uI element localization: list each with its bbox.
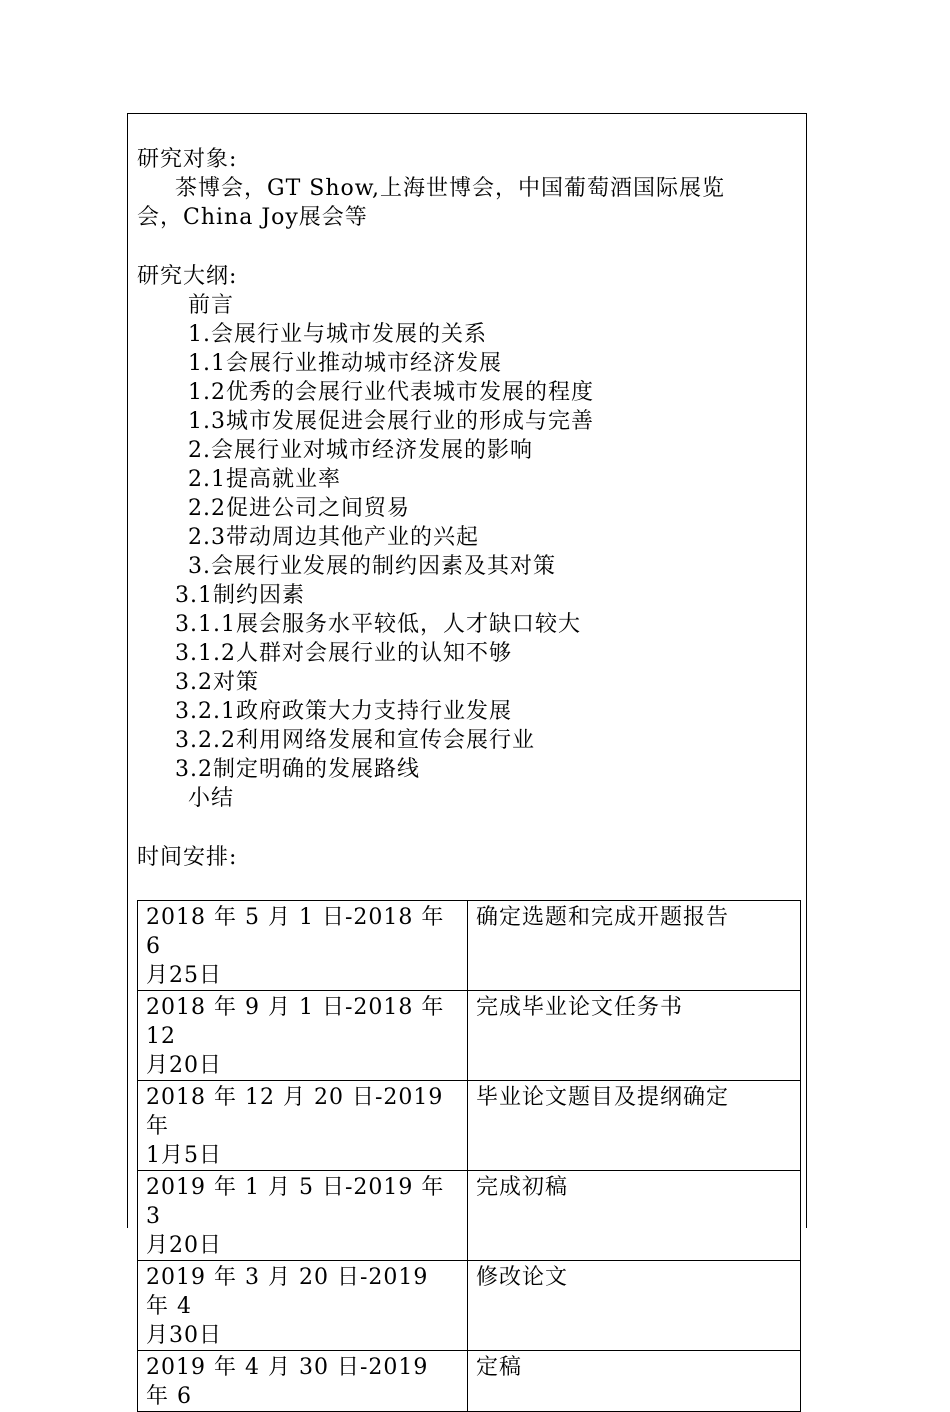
outline-item: 3.2.1政府政策大力支持行业发展 [175,699,512,724]
schedule-task-cell: 确定选题和完成开题报告 [468,901,801,991]
research-object-text-line2: 会，China Joy展会等 [137,205,368,230]
schedule-period-cell [138,901,468,991]
outline-item: 3.1制约因素 [175,583,305,608]
period-line2: 月20日 [146,1233,222,1258]
outline-item: 2.1提高就业率 [188,467,341,492]
period-line1: 2019 年 1 月 5 日-2019 年 3 [146,1175,445,1229]
outline-item: 3.1.2人群对会展行业的认知不够 [175,641,512,666]
table-row [138,991,801,1081]
period-line1: 2018 年 12 月 20 日-2019 年 [146,1085,444,1139]
period-line1: 2018 年 5 月 1 日-2018 年 6 [146,905,445,959]
outline-item: 1.1会展行业推动城市经济发展 [188,351,502,376]
period-line2: 月25日 [146,963,222,988]
schedule-heading: 时间安排: [137,845,238,870]
table-row [138,1081,801,1171]
outline-item: 3.1.1展会服务水平较低，人才缺口较大 [175,612,581,637]
research-object-heading: 研究对象: [137,147,238,172]
outline-heading: 研究大纲: [137,264,238,289]
schedule-period-cell [138,1351,468,1412]
schedule-period-cell [138,1171,468,1261]
schedule-task-cell: 修改论文 [468,1261,801,1351]
schedule-task-cell: 定稿 [468,1351,801,1412]
outline-item: 小结 [188,786,235,811]
outline-item: 2.会展行业对城市经济发展的影响 [188,438,533,463]
outline-item: 2.3带动周边其他产业的兴起 [188,525,479,550]
period-line2: 1月5日 [146,1143,222,1168]
period-line2: 月20日 [146,1053,222,1078]
schedule-period-cell [138,991,468,1081]
schedule-task-cell: 完成毕业论文任务书 [468,991,801,1081]
table-row [138,1351,801,1412]
period-line1: 2019 年 4 月 30 日-2019 年 6 [146,1355,429,1409]
period-line2: 月30日 [146,1323,222,1348]
schedule-period-cell [138,1261,468,1351]
outline-item: 1.2优秀的会展行业代表城市发展的程度 [188,380,594,405]
outline-item: 1.3城市发展促进会展行业的形成与完善 [188,409,594,434]
period-line1: 2018 年 9 月 1 日-2018 年 12 [146,995,445,1049]
schedule-table [137,900,801,1412]
table-row [138,1261,801,1351]
outline-item: 2.2促进公司之间贸易 [188,496,410,521]
table-row [138,1171,801,1261]
outline-item: 1.会展行业与城市发展的关系 [188,322,487,347]
period-line1: 2019 年 3 月 20 日-2019 年 4 [146,1265,429,1319]
outline-item: 3.2对策 [175,670,259,695]
table-row [138,901,801,991]
outline-item: 前言 [188,293,235,318]
research-object-text-line1: 茶博会，GT Show,上海世博会，中国葡萄酒国际展览 [175,176,725,201]
outline-item: 3.会展行业发展的制约因素及其对策 [188,554,556,579]
schedule-period-cell [138,1081,468,1171]
outline-item: 3.2制定明确的发展路线 [175,757,420,782]
schedule-task-cell: 毕业论文题目及提纲确定 [468,1081,801,1171]
outline-item: 3.2.2利用网络发展和宣传会展行业 [175,728,535,753]
schedule-task-cell: 完成初稿 [468,1171,801,1261]
